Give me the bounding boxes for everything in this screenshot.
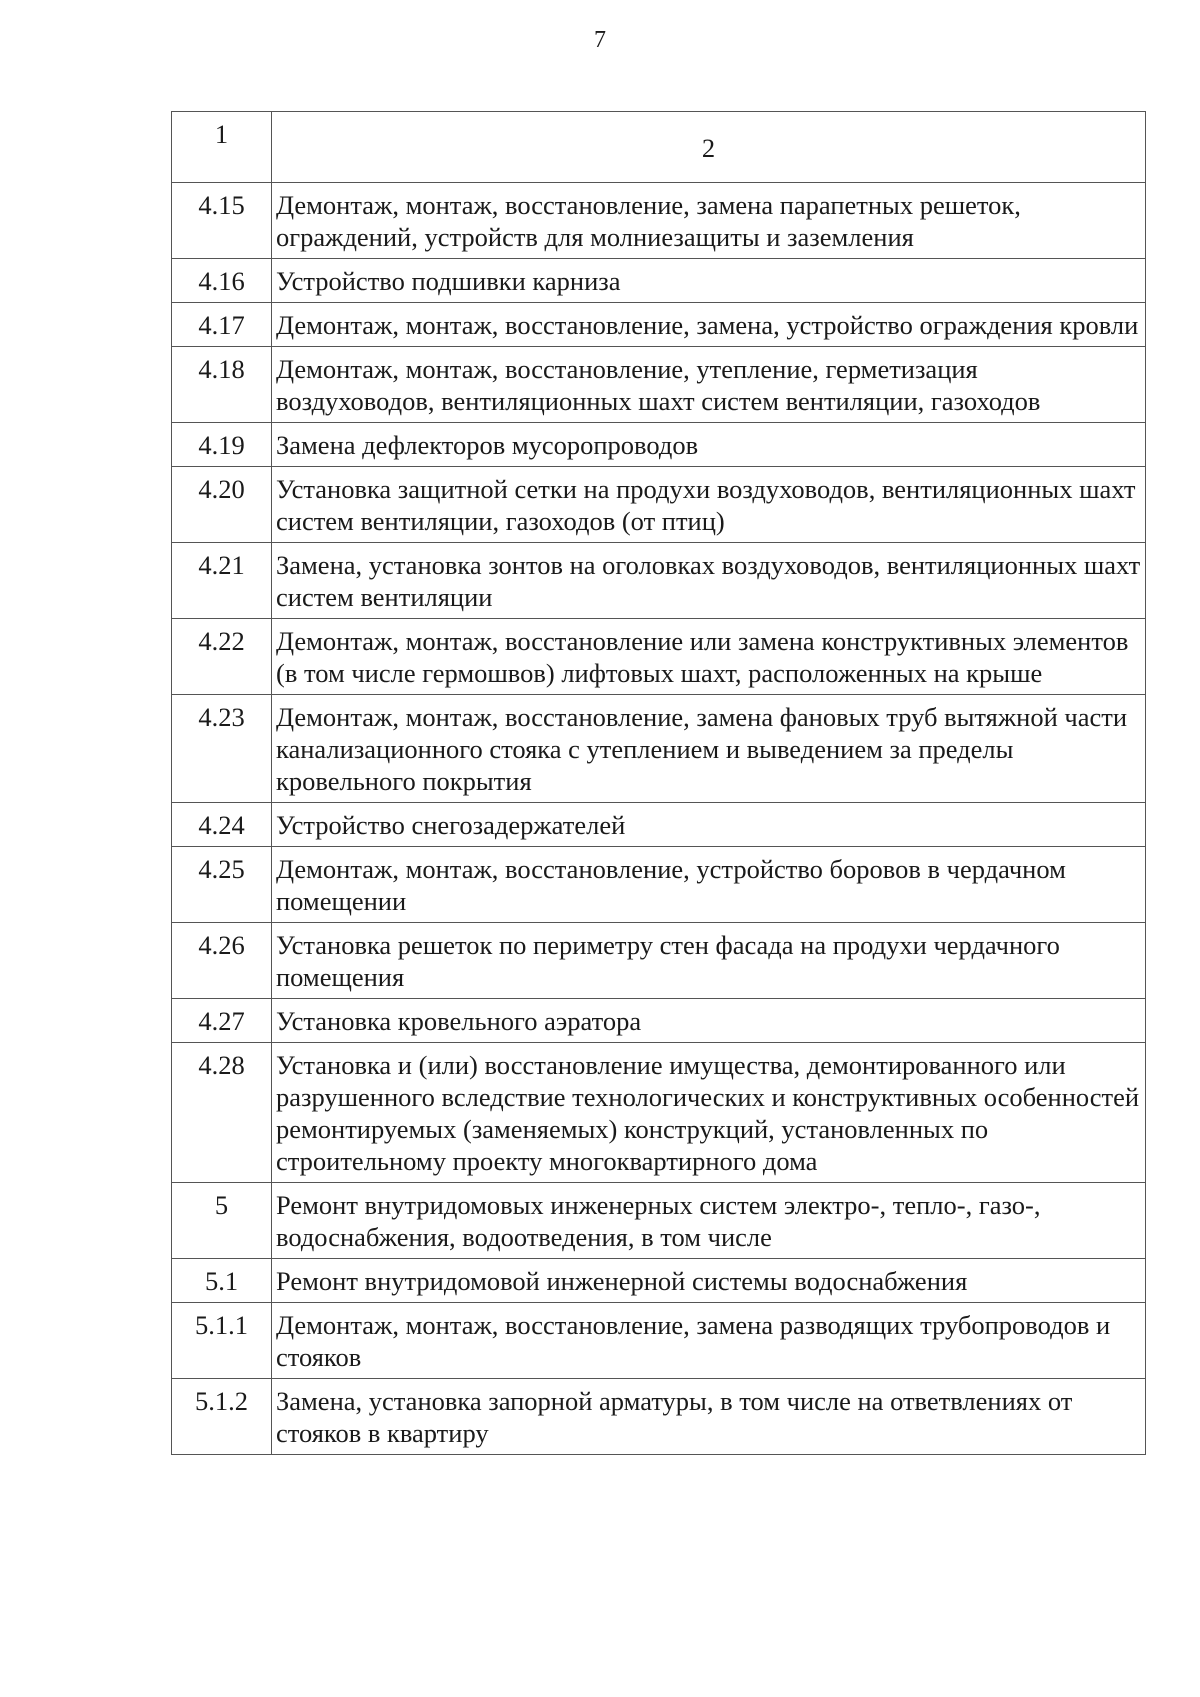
table-row: [172, 1259, 1146, 1303]
table-row: [172, 619, 1146, 695]
table-row: [172, 259, 1146, 303]
row-description-cell: Демонтаж, монтаж, восстановление, замена парапетных решеток, ограждений, устройств для молниезащиты и заземления: [272, 183, 1146, 259]
table-row: [172, 467, 1146, 543]
row-number-cell: 5.1.1: [172, 1303, 272, 1379]
row-description-cell: Демонтаж, монтаж, восстановление, устройство боровов в чердачном помещении: [272, 847, 1146, 923]
row-description-cell: Ремонт внутридомовых инженерных систем электро-, тепло-, газо-, водоснабжения, водоотведения, в том числе: [272, 1183, 1146, 1259]
row-number-cell: 4.27: [172, 999, 272, 1043]
row-description-cell: Демонтаж, монтаж, восстановление, замена, устройство ограждения кровли: [272, 303, 1146, 347]
row-number-cell: 4.24: [172, 803, 272, 847]
table-row: [172, 1183, 1146, 1259]
table-row: [172, 999, 1146, 1043]
table-row: [172, 347, 1146, 423]
row-description-cell: Установка защитной сетки на продухи воздуховодов, вентиляционных шахт систем вентиляции, газоходов (от птиц): [272, 467, 1146, 543]
row-number-cell: 4.25: [172, 847, 272, 923]
row-number-cell: 4.19: [172, 423, 272, 467]
row-number-cell: 4.26: [172, 923, 272, 999]
row-number-cell: 4.18: [172, 347, 272, 423]
table-row: [172, 183, 1146, 259]
row-description-cell: Демонтаж, монтаж, восстановление или замена конструктивных элементов (в том числе гермошвов) лифтовых шахт, расположенных на крыше: [272, 619, 1146, 695]
row-number-cell: 4.17: [172, 303, 272, 347]
table-row: [172, 923, 1146, 999]
row-description-cell: Замена, установка зонтов на оголовках воздуховодов, вентиляционных шахт систем вентиляции: [272, 543, 1146, 619]
row-description-cell: Установка и (или) восстановление имущества, демонтированного или разрушенного вследствие технологических и конструктивных особенностей ремонтируемых (заменяемых) конструкций, установленных по строительному проекту многоквартирного дома: [272, 1043, 1146, 1183]
table-row: [172, 803, 1146, 847]
header-cell-col1: 1: [172, 112, 272, 183]
works-table-body: [172, 112, 1146, 1455]
table-row: [172, 1379, 1146, 1455]
row-description-cell: Ремонт внутридомовой инженерной системы водоснабжения: [272, 1259, 1146, 1303]
row-description-cell: Установка решеток по периметру стен фасада на продухи чердачного помещения: [272, 923, 1146, 999]
row-description-cell: Демонтаж, монтаж, восстановление, замена разводящих трубопроводов и стояков: [272, 1303, 1146, 1379]
row-number-cell: 4.28: [172, 1043, 272, 1183]
table-header-row: [172, 112, 1146, 183]
row-number-cell: 4.21: [172, 543, 272, 619]
row-number-cell: 4.22: [172, 619, 272, 695]
row-number-cell: 4.20: [172, 467, 272, 543]
row-number-cell: 5.1.2: [172, 1379, 272, 1455]
row-number-cell: 5.1: [172, 1259, 272, 1303]
row-description-cell: Демонтаж, монтаж, восстановление, замена фановых труб вытяжной части канализационного стояка с утеплением и выведением за пределы кровельного покрытия: [272, 695, 1146, 803]
row-description-cell: Замена, установка запорной арматуры, в том числе на ответвлениях от стояков в квартиру: [272, 1379, 1146, 1455]
page-number: 7: [594, 27, 606, 53]
table-row: [172, 303, 1146, 347]
row-number-cell: 4.16: [172, 259, 272, 303]
row-description-cell: Демонтаж, монтаж, восстановление, утепление, герметизация воздуховодов, вентиляционных шахт систем вентиляции, газоходов: [272, 347, 1146, 423]
row-description-cell: Установка кровельного аэратора: [272, 999, 1146, 1043]
table-row: [172, 1303, 1146, 1379]
row-description-cell: Замена дефлекторов мусоропроводов: [272, 423, 1146, 467]
works-table: [171, 111, 1146, 1455]
row-number-cell: 4.23: [172, 695, 272, 803]
header-cell-col2: 2: [272, 112, 1146, 183]
table-row: [172, 695, 1146, 803]
row-number-cell: 5: [172, 1183, 272, 1259]
table-row: [172, 543, 1146, 619]
row-description-cell: Устройство подшивки карниза: [272, 259, 1146, 303]
table-row: [172, 1043, 1146, 1183]
row-number-cell: 4.15: [172, 183, 272, 259]
table-row: [172, 423, 1146, 467]
row-description-cell: Устройство снегозадержателей: [272, 803, 1146, 847]
table-row: [172, 847, 1146, 923]
